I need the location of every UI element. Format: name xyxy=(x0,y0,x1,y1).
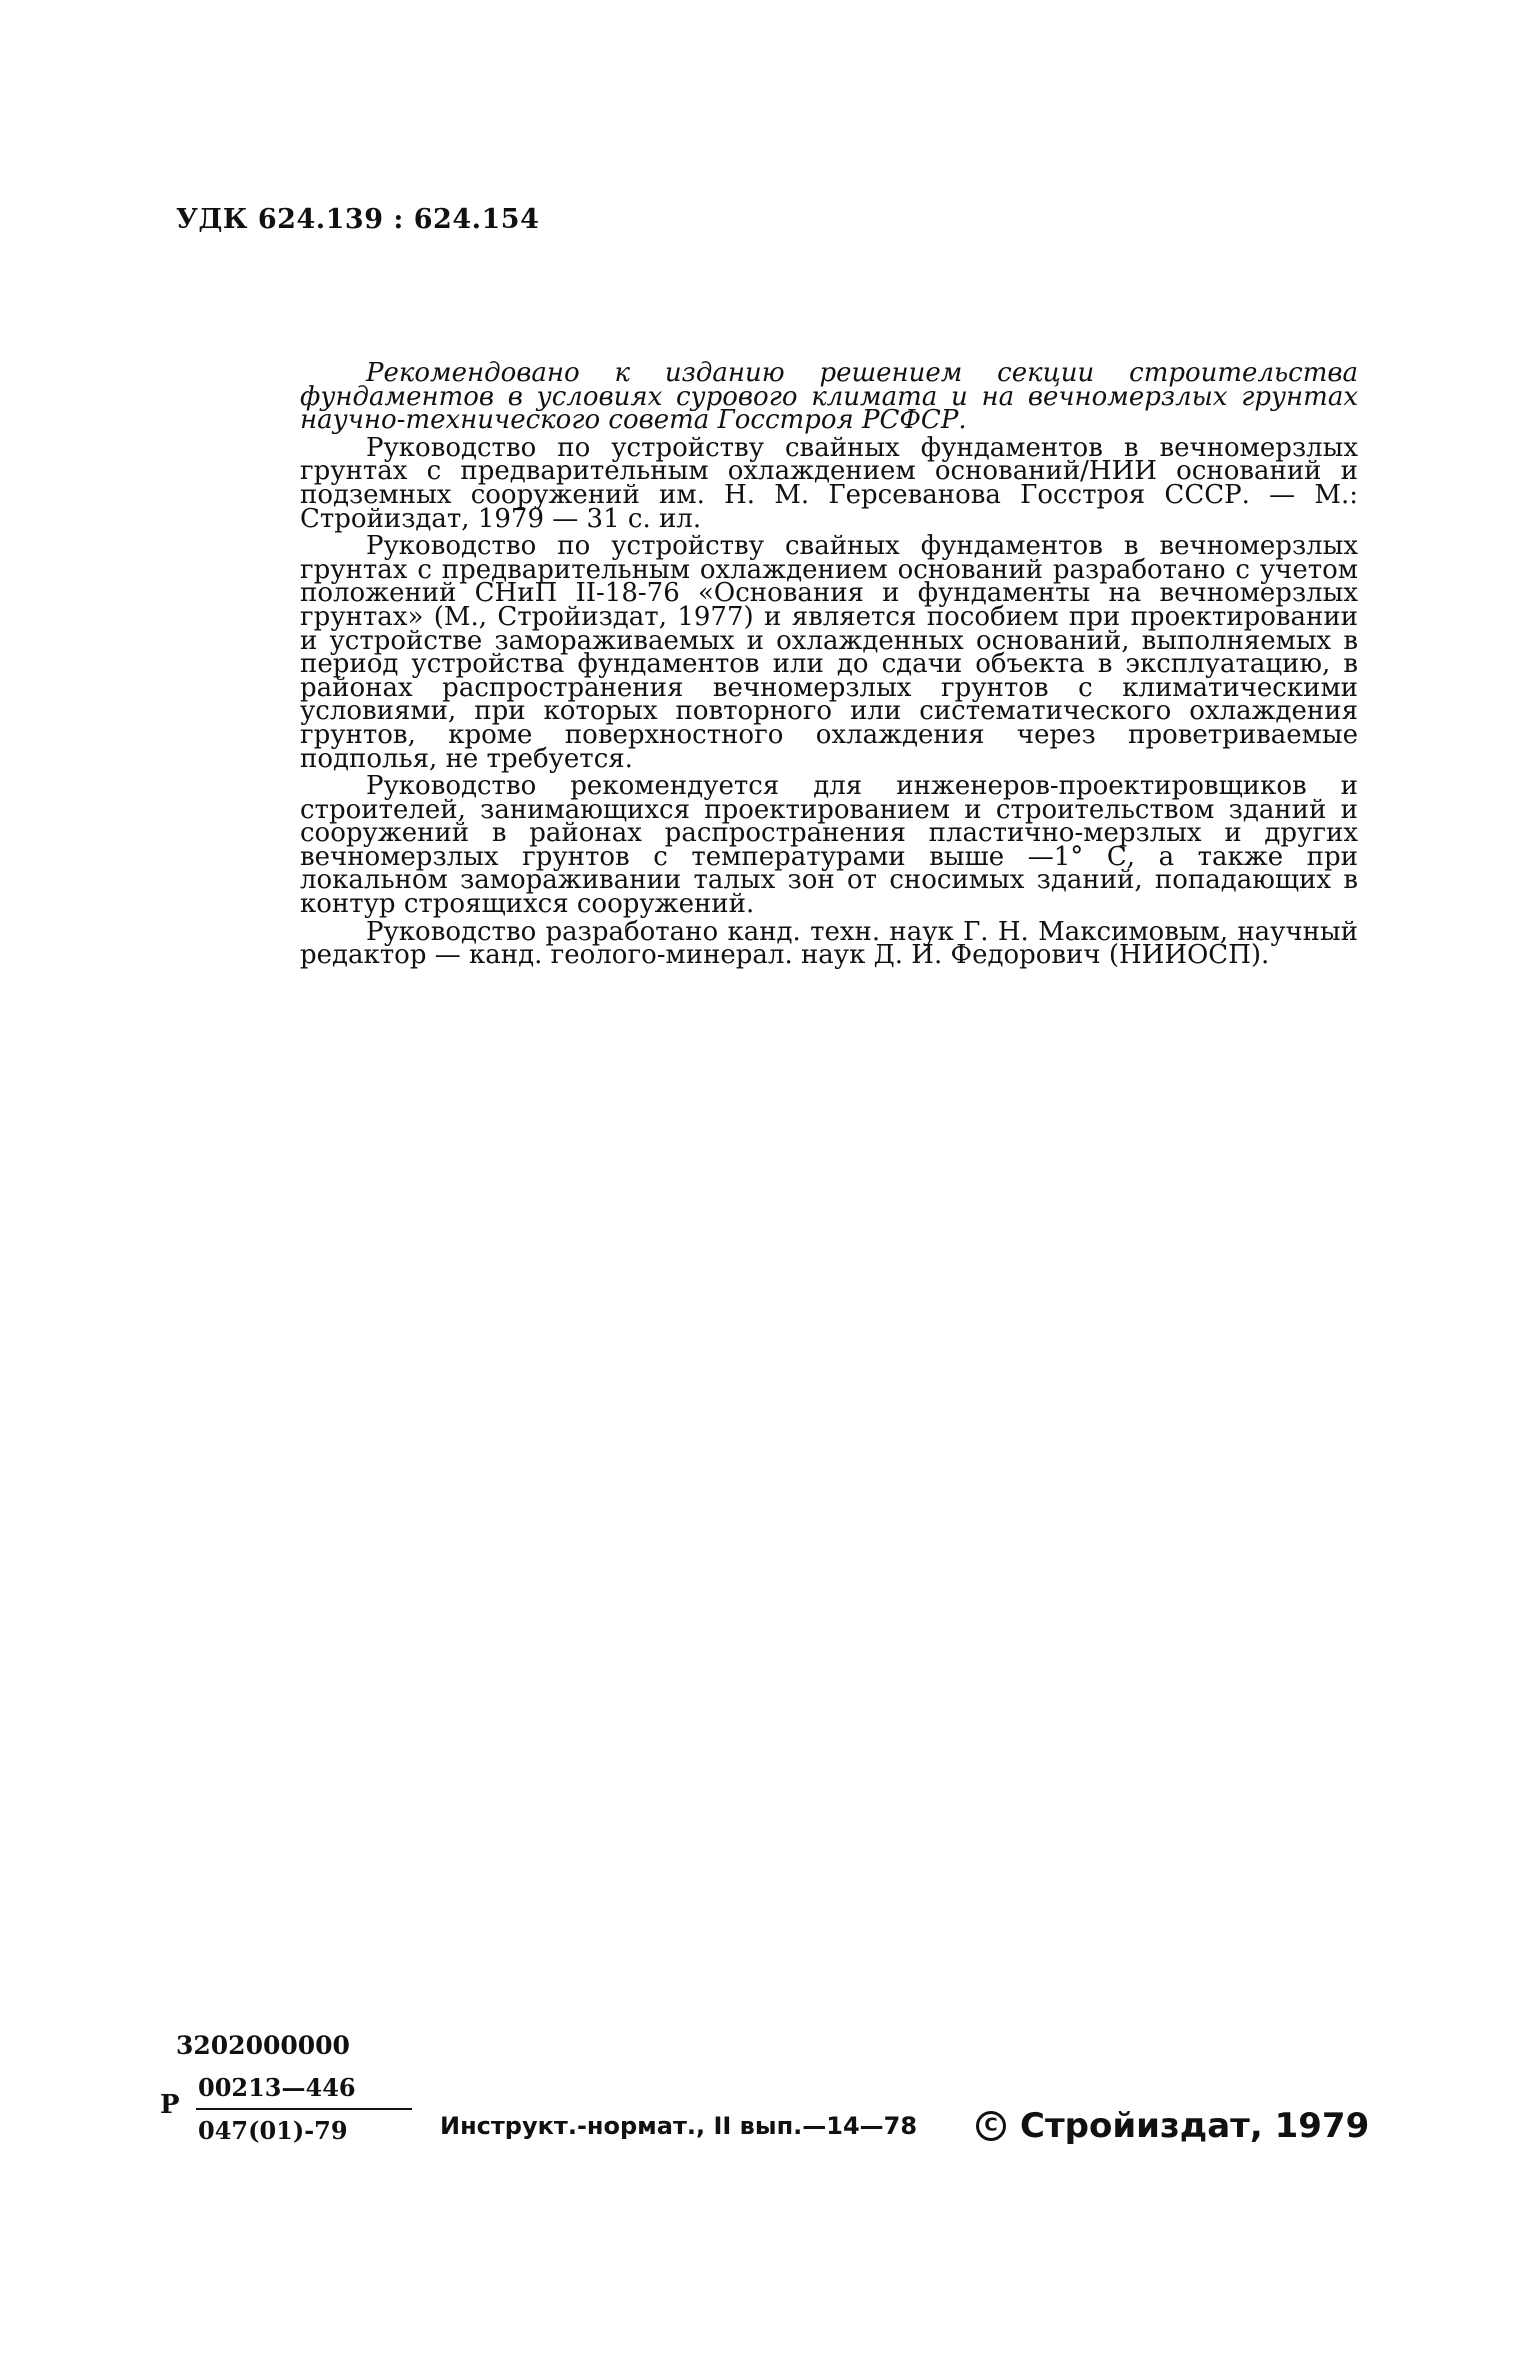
series-info: Инструкт.-нормат., II вып.—14—78 xyxy=(440,2112,918,2140)
recommendation-paragraph: Рекомендовано к изданию решением секции строительства фундаментов в условиях сурового климата и на вечномерзлых грунтах научно-технического совета Госстроя РСФСР. xyxy=(300,358,1358,436)
copyright-text: Стройиздат, 1979 xyxy=(1020,2106,1370,2146)
catalog-code: 3202000000 xyxy=(176,2031,350,2060)
description-paragraph: Руководство по устройству свайных фундаментов в вечномерзлых грунтах с предварительным охлаждением оснований разработано с учетом положений СНиП II-18-76 «Основания и фундаменты на вечномерзлых грунтах» (М., Стройиздат, 1977) и является пособием при проектировании и устройстве замораживаемых и охлажденных оснований, выполняемых в период устройства фундаментов или до сдачи объекта в эксплуатацию, в районах распространения вечномерзлых грунтов с климатическими условиями, при которых повторного или систематического охлаждения грунтов, кроме поверхностного охлаждения через проветриваемые подполья, не требуется. xyxy=(300,531,1358,774)
index-numerator: 00213—446 xyxy=(198,2073,356,2102)
udk-code: УДК 624.139 : 624.154 xyxy=(176,204,540,235)
bibliographic-record-paragraph: Руководство по устройству свайных фундаментов в вечномерзлых грунтах с предварительным охлаждением оснований/НИИ оснований и подземных сооружений им. Н. М. Герсеванова Госстроя СССР. — М.: Стройиздат, 1979 — 31 с. ил. xyxy=(300,432,1358,534)
audience-paragraph: Руководство рекомендуется для инженеров-проектировщиков и строителей, занимающихся проектированием и строительством зданий и сооружений в районах распространения пластично-мерзлых и других вечномерзлых грунтов с температурами выше —1° С, а также при локальном замораживании талых зон от сносимых зданий, попадающих в контур строящихся сооружений. xyxy=(300,771,1358,920)
index-denominator: 047(01)-79 xyxy=(198,2116,348,2145)
index-letter: Р xyxy=(160,2090,180,2120)
abstract-block xyxy=(300,358,1358,971)
copyright-icon xyxy=(976,2111,1006,2141)
copyright-line xyxy=(976,2106,1369,2146)
index-fraction-line xyxy=(196,2108,412,2110)
authors-paragraph: Руководство разработано канд. техн. наук Г. Н. Максимовым, научный редактор — канд. геолого-минерал. наук Д. И. Федорович (НИИОСП). xyxy=(300,916,1358,971)
